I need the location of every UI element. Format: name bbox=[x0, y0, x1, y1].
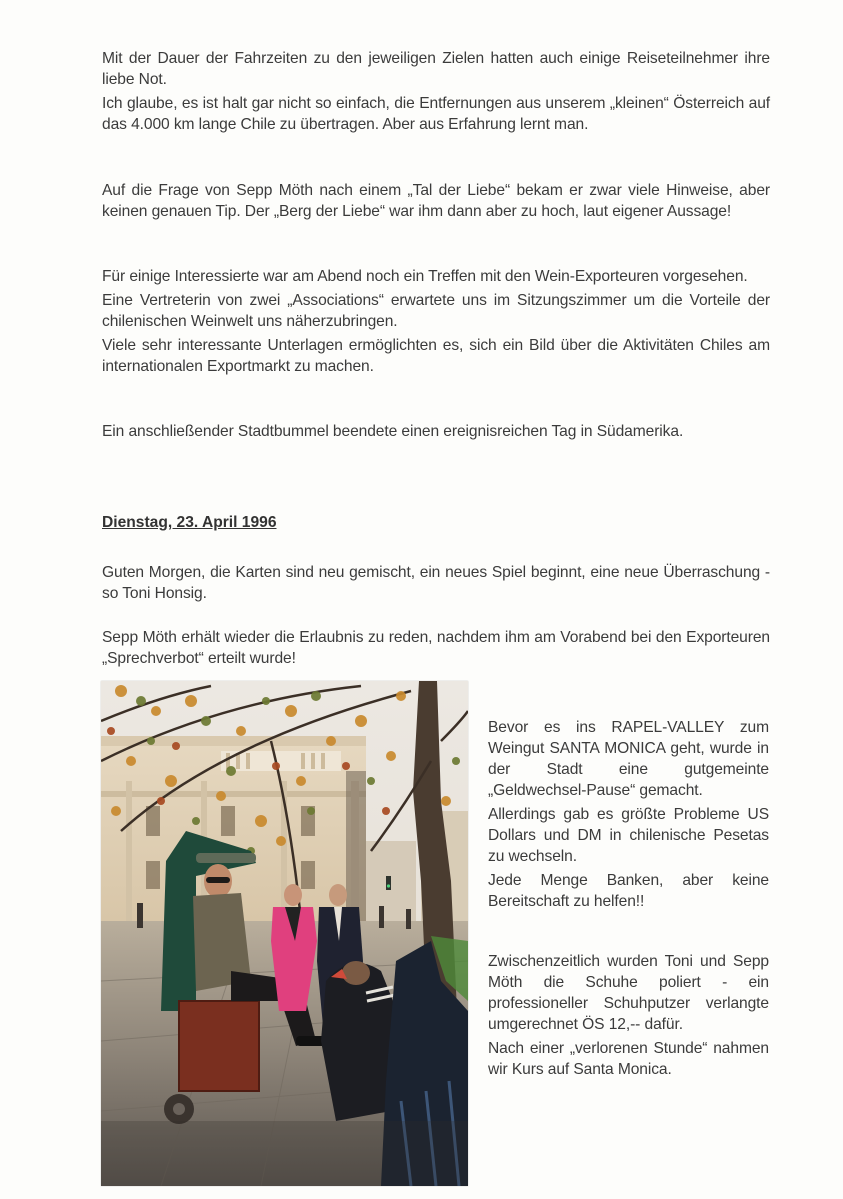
paragraph-money-exchange bbox=[488, 717, 769, 912]
text-line: Zwischenzeitlich wurden Toni und Sepp Möth die Schuhe poliert - ein professioneller Schuhputzer verlangte umgerechnet ÖS 12,-- dafür. bbox=[488, 953, 769, 1033]
paragraph-speaking-permission bbox=[102, 627, 770, 669]
paragraph-travel-times bbox=[102, 48, 770, 135]
paragraph-city-stroll bbox=[102, 421, 770, 442]
text-line: Ich glaube, es ist halt gar nicht so einfach, die Entfernungen aus unserem „kleinen“ Österreich auf das 4.000 km lange Chile zu übertragen. Aber aus Erfahrung lernt man. bbox=[102, 95, 770, 133]
text-line: Sepp Möth erhält wieder die Erlaubnis zu reden, nachdem ihm am Vorabend bei den Exporteuren „Sprechverbot“ erteilt wurde! bbox=[102, 629, 770, 667]
photo-illustration bbox=[101, 681, 468, 1186]
text-line: Nach einer „verlorenen Stunde“ nahmen wir Kurs auf Santa Monica. bbox=[488, 1040, 769, 1078]
paragraph-shoe-polish bbox=[488, 951, 769, 1080]
paragraph-good-morning bbox=[102, 562, 770, 604]
text-line: Ein anschließender Stadtbummel beendete einen ereignisreichen Tag in Südamerika. bbox=[102, 423, 684, 440]
shoeshine-chair-box bbox=[179, 1001, 259, 1091]
text-line: Mit der Dauer der Fahrzeiten zu den jeweiligen Zielen hatten auch einige Reiseteilnehmer ihre liebe Not. bbox=[102, 50, 770, 88]
text-line: Guten Morgen, die Karten sind neu gemischt, ein neues Spiel beginnt, eine neue Überraschung - so Toni Honsig. bbox=[102, 564, 770, 602]
section-heading-date: Dienstag, 23. April 1996 bbox=[102, 514, 277, 531]
text-line: Jede Menge Banken, aber keine Bereitschaft zu helfen!! bbox=[488, 872, 769, 910]
text-line: Auf die Frage von Sepp Möth nach einem „Tal der Liebe“ bekam er zwar viele Hinweise, aber keinen genauen Tip. Der „Berg der Liebe“ war ihm dann aber zu hoch, laut eigener Aussage! bbox=[102, 182, 770, 220]
paragraph-valley-of-love bbox=[102, 180, 770, 222]
text-line: Eine Vertreterin von zwei „Associations“ erwartete uns im Sitzungszimmer um die Vorteile der chilenischen Weinwelt uns näherzubringen. bbox=[102, 292, 770, 330]
paragraph-wine-exporters bbox=[102, 266, 770, 377]
text-line: Viele sehr interessante Unterlagen ermöglichten es, sich ein Bild über die Aktivitäten Chiles am internationalen Exportmarkt zu machen. bbox=[102, 337, 770, 375]
text-line: Für einige Interessierte war am Abend noch ein Treffen mit den Wein-Exporteuren vorgesehen. bbox=[102, 268, 748, 285]
photo-shoeshine-santiago bbox=[101, 681, 468, 1186]
text-line: Allerdings gab es größte Probleme US Dollars und DM in chilenische Pesetas zu wechseln. bbox=[488, 806, 769, 865]
text-line: Bevor es ins RAPEL-VALLEY zum Weingut SANTA MONICA geht, wurde in der Stadt eine gutgemeinte „Geldwechsel-Pause“ gemacht. bbox=[488, 719, 769, 799]
